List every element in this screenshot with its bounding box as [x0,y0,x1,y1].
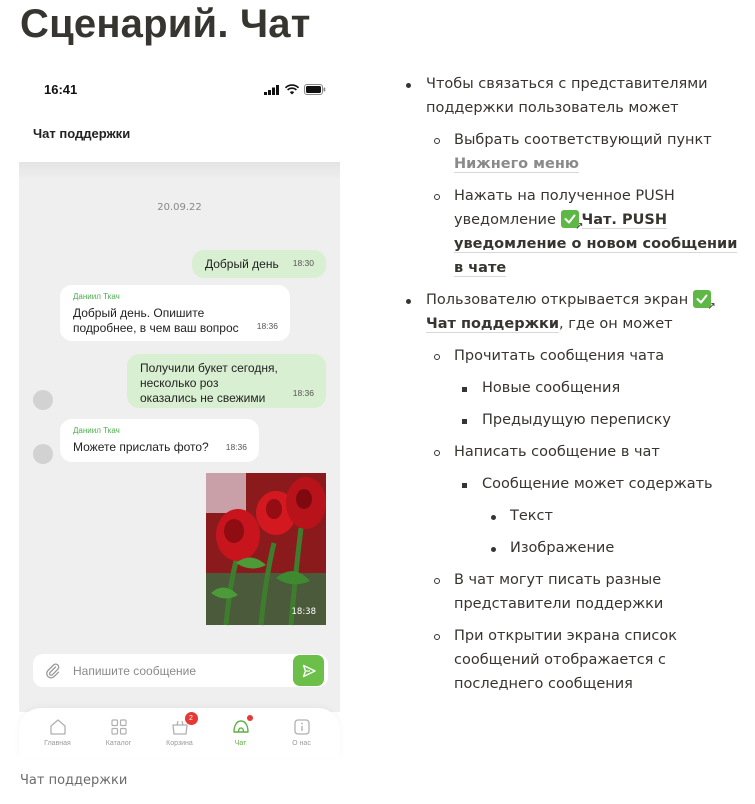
status-bar [19,68,340,116]
tab-catalog[interactable] [91,708,147,758]
message-text-line: подробнее, в чем ваш вопрос [73,321,239,335]
message-time: 18:36 [292,388,314,398]
phone-mockup [19,68,340,747]
message-input[interactable] [73,654,283,687]
signal-icon [264,85,280,95]
message-text-line: несколько роз [140,376,219,390]
list-item: Прочитать сообщения чата [400,344,740,368]
tab-home[interactable] [30,708,86,758]
tab-label: Главная [44,740,71,747]
list-item: Выбрать соответствующий пункт Нижнего меню [400,128,740,176]
message-incoming[interactable] [60,285,290,341]
tab-label: О нас [292,740,311,747]
send-icon [301,663,317,679]
tab-label: Корзина [166,740,193,747]
send-button[interactable] [293,655,324,686]
message-text-line: Получили букет сегодня, [140,361,278,375]
link-bottom-menu[interactable]: Нижнего меню [454,156,579,172]
message-text-line: оказались не свежими [140,391,266,405]
list-item: Предыдущую переписку [400,408,740,432]
chat-unread-dot [247,715,253,721]
battery-icon [304,84,326,95]
wifi-icon [285,85,299,95]
tab-basket[interactable] [152,708,208,758]
tab-about[interactable] [274,708,330,758]
message-composer [33,654,328,687]
status-icons [264,84,326,95]
list-item: Новые сообщения [400,376,740,400]
chat-header-title: Чат поддержки [33,126,131,141]
checkmark-icon: ↗ [561,210,579,228]
message-time: 18:36 [225,442,247,452]
page-title: Сценарий. Чат [20,2,311,46]
link-push-notification[interactable]: Чат. PUSH уведомление о новом сообщении в чате [454,212,738,276]
message-outgoing[interactable] [127,354,326,408]
message-sender: Даниил Ткач [73,292,120,301]
message-outgoing[interactable] [192,250,326,278]
scenario-notes [400,72,740,704]
list-item: Нажать на полученное PUSH уведомление ↗ Чат. PUSH уведомление о новом сообщении в чате [400,184,740,280]
message-time: 18:30 [292,258,314,268]
link-support-chat[interactable]: Чат поддержки [426,316,559,332]
list-item: Сообщение может содержать [400,472,740,496]
list-item: Пользователю открывается экран ↗ Чат поддержки, где он может [400,288,740,336]
list-item: Чтобы связаться с представителями поддержки пользователь может [400,72,740,120]
checkmark-icon: ↗ [693,290,711,308]
grid-icon [109,717,129,737]
tab-label: Чат [234,740,247,747]
date-separator: 20.09.22 [157,202,202,213]
message-photo[interactable] [206,473,326,625]
tab-chat[interactable] [213,708,269,758]
basket-badge: 2 [185,712,198,725]
paperclip-icon[interactable] [45,663,61,679]
list-item: В чат могут писать разные представители поддержки [400,568,740,616]
chat-area[interactable] [19,162,340,712]
bottom-tab-bar [19,708,340,758]
message-time: 18:36 [256,321,278,331]
avatar [33,444,53,464]
list-item: Текст [400,504,740,528]
image-caption: Чат поддержки [20,773,128,788]
message-sender: Даниил Ткач [73,426,120,435]
message-text: Можете прислать фото? [73,440,209,454]
message-time: 18:38 [291,607,316,617]
tab-label: Каталог [105,740,132,747]
roses-photo [206,473,326,625]
list-item: Изображение [400,536,740,560]
message-text: Добрый день [205,257,279,271]
status-time: 16:41 [44,82,78,97]
message-text-line: Добрый день. Опишите [73,306,205,320]
list-item: При открытии экрана список сообщений отображается с последнего сообщения [400,624,740,696]
message-incoming[interactable] [60,419,259,462]
home-icon [48,717,68,737]
avatar [33,390,53,410]
list-item: Написать сообщение в чат [400,440,740,464]
info-icon [292,717,312,737]
